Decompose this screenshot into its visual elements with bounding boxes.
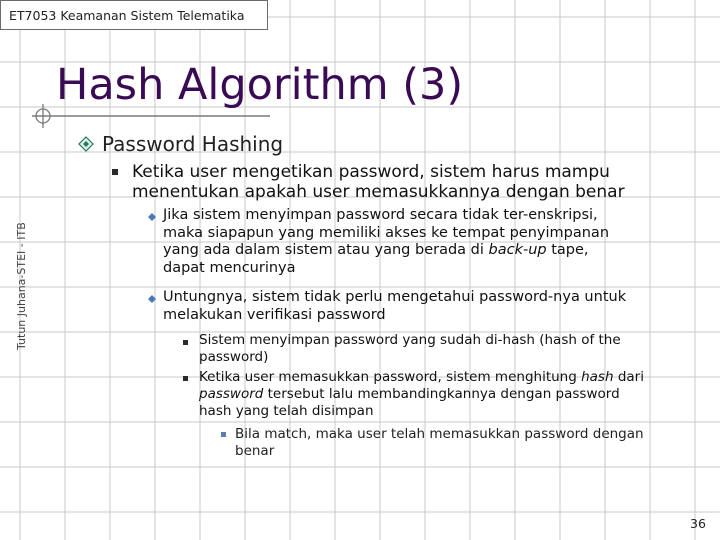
point-1-line-1: Ketika user mengetikan password, sistem harus mampu	[132, 162, 610, 182]
course-header-box	[0, 0, 268, 30]
point-1a-line-4: dapat mencurinya	[163, 259, 296, 276]
square-bullet-icon	[221, 432, 226, 437]
point-1b-line-2: melakukan verifikasi password	[163, 306, 386, 323]
point-1b-2-line-1-text: Ketika user memasukkan password, sistem menghitung	[199, 369, 577, 385]
point-1a-line-3	[163, 242, 609, 260]
point-1b-2-line-2-em: password	[199, 386, 264, 402]
square-bullet-icon	[183, 340, 188, 345]
author-side-label: Tutun Juhana-STEI - ITB	[15, 222, 28, 350]
point-1b-1-line-2: password)	[199, 349, 269, 365]
small-diamond-bullet-icon	[148, 213, 156, 221]
point-1b-1	[199, 332, 621, 366]
point-1a-line-1: Jika sistem menyimpan password secara tidak ter-enskripsi,	[163, 207, 598, 223]
point-1a-line-3-text: yang ada dalam sistem atau yang berada di	[163, 242, 484, 258]
point-1b-2-line-1	[199, 369, 644, 386]
diamond-bullet-icon	[78, 136, 94, 152]
point-1b-2	[199, 369, 644, 420]
point-1a-line-2: maka siapapun yang memiliki akses ke tempat penyimpanan	[163, 224, 610, 241]
small-diamond-bullet-icon	[148, 295, 156, 303]
slide-title: Hash Algorithm (3)	[56, 60, 464, 110]
point-1b-2a-line-1: Bila match, maka user telah memasukkan password dengan	[235, 426, 644, 442]
point-1b	[163, 289, 626, 324]
page-number: 36	[690, 516, 706, 531]
point-1b-2a-line-2: benar	[235, 443, 275, 459]
point-1b-2a	[235, 426, 644, 460]
point-1b-2-line-3: hash yang telah disimpan	[199, 403, 374, 419]
square-bullet-icon	[112, 169, 118, 175]
heading-password-hashing: Password Hashing	[102, 132, 284, 156]
point-1b-2-line-2	[199, 386, 644, 403]
course-header: ET7053 Keamanan Sistem Telematika	[9, 8, 245, 23]
point-1a	[163, 207, 609, 277]
point-1-line-2: menentukan apakah user memasukkannya dengan benar	[132, 182, 625, 202]
point-1b-line-1: Untungnya, sistem tidak perlu mengetahui password-nya untuk	[163, 289, 627, 305]
point-1b-2-line-1-end: dari	[617, 369, 644, 385]
point-1	[132, 162, 625, 202]
author-side-text	[0, 180, 28, 350]
point-1a-line-3-end: tape,	[551, 242, 589, 258]
point-1b-1-line-1: Sistem menyimpan password yang sudah di-hash (hash of the	[199, 332, 621, 348]
square-bullet-icon	[183, 376, 188, 381]
point-1b-2-line-1-em: hash	[581, 369, 614, 385]
point-1b-2-line-2-text: tersebut lalu membandingkannya dengan password	[267, 386, 620, 402]
point-1a-line-3-em: back-up	[488, 242, 547, 258]
